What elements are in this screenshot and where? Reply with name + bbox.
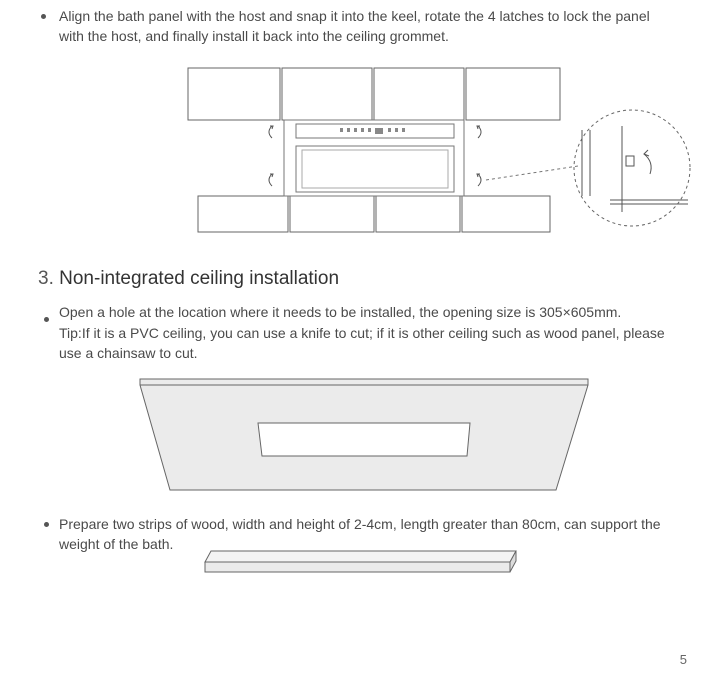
wood-strip [205,551,516,562]
bullet1-line1: Open a hole at the location where it needs to be installed, the opening size is 305×605mm. [59,304,622,320]
section-title: Non-integrated ceiling installation [59,268,340,289]
page-number: 5 [679,652,687,667]
bullet2-text: Prepare two strips of wood, width and height of 2-4cm, length greater than 80cm, can support the weight of the bath. [59,516,661,552]
step1-text: Align the bath panel with the host and snap it into the keel, rotate the 4 latches to lock the panel with the host, and finally install it back into the ceiling grommet. [59,8,650,44]
bullet1-tip: Tip:If it is a PVC ceiling, you can use a knife to cut; if it is other ceiling such as wood panel, please use a chainsaw to cut. [59,325,665,361]
section-number: 3. [38,268,54,289]
